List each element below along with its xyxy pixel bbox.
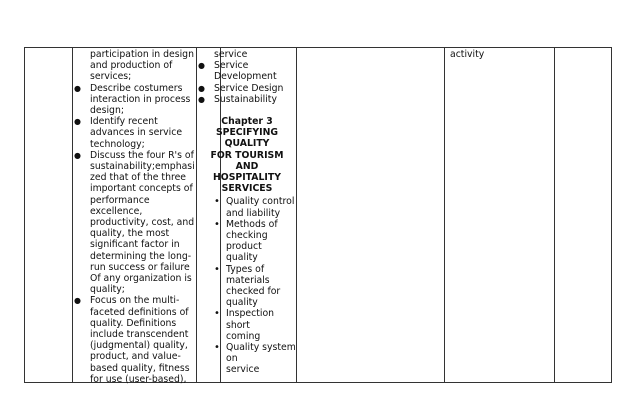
text-line: ● Identify recent <box>90 116 158 128</box>
text-line: faceted definitions of <box>90 306 189 318</box>
text-line: run success or failure <box>90 261 190 273</box>
text-line: • Types of <box>226 263 265 275</box>
list-item <box>212 308 296 342</box>
text-line: important concepts of <box>90 183 193 195</box>
text-line: FOR TOURISM AND <box>210 149 284 172</box>
text-line: quality. Definitions <box>90 317 177 329</box>
text-line: ● Sustainability <box>214 93 277 105</box>
text-line: technology; <box>90 138 145 150</box>
text-line: and liability <box>226 207 281 219</box>
text-line: ● Describe costumers <box>90 82 183 94</box>
text-line: checked for <box>226 286 281 298</box>
text-line: advances in service <box>90 127 183 139</box>
column-border <box>296 47 297 383</box>
text-line: • Quality system on <box>226 342 296 365</box>
text-line: HOSPITALITY SERVICES <box>213 172 281 195</box>
text-line: productivity, cost, and <box>90 217 195 229</box>
topics-list <box>198 60 296 105</box>
column-border <box>554 47 555 383</box>
text-line: Development <box>214 71 277 83</box>
table-top-border <box>24 47 612 48</box>
text-line: (judgmental) quality, <box>90 340 188 352</box>
text-line: • Inspection short <box>226 308 275 331</box>
content-cell <box>198 49 296 376</box>
text-line: checking product <box>226 230 268 253</box>
text-line: Of any organization is <box>90 273 192 285</box>
list-item <box>212 342 296 376</box>
lead-text: service <box>214 49 248 60</box>
objectives-cell <box>74 49 196 385</box>
column-border <box>444 47 445 383</box>
list-item <box>212 264 296 309</box>
text-line: participation in design <box>90 49 194 60</box>
text-line: ● Focus on the multi- <box>90 295 180 307</box>
text-line: interaction in process <box>90 93 191 105</box>
text-line: quality; <box>90 284 125 296</box>
list-item <box>198 60 296 82</box>
text-line: excellence, <box>90 205 143 217</box>
text-line: coming <box>226 330 261 342</box>
lead-text <box>74 49 196 83</box>
text-line: design; <box>90 105 124 117</box>
text-line: determining the long- <box>90 250 192 262</box>
column-border <box>72 47 73 383</box>
text-line: service <box>226 364 260 376</box>
text-line: quality <box>226 252 258 264</box>
activity-cell <box>450 49 550 60</box>
text-line: and production of <box>90 60 173 72</box>
text-line: SPECIFYING QUALITY <box>215 127 279 150</box>
text-line: based quality, fitness <box>90 362 190 374</box>
text-line: performance <box>90 194 150 206</box>
column-border <box>24 47 25 383</box>
list-item <box>198 94 296 105</box>
text-line: Chapter 3 <box>221 116 273 128</box>
text-line: significant factor in <box>90 239 180 251</box>
text-line: ● Service Design <box>214 82 284 94</box>
text-line: product, and value- <box>90 351 181 363</box>
text-line: services; <box>90 71 132 83</box>
objectives-list <box>74 83 196 385</box>
text-line: ● Discuss the four R's of <box>90 149 194 161</box>
list-item <box>74 116 196 150</box>
list-item <box>74 295 196 385</box>
text-line: materials <box>226 274 270 286</box>
list-item <box>212 196 296 218</box>
text-line: include transcendent <box>90 329 189 341</box>
text-line: • Quality control <box>226 196 295 208</box>
list-item <box>212 219 296 264</box>
text-line: quality, the most <box>90 228 170 240</box>
chapter-topics-list <box>212 196 296 375</box>
text-line: • Methods of <box>226 218 278 230</box>
text-line: activity <box>450 49 485 60</box>
text-line: sustainability;emphasi <box>90 161 195 173</box>
text-line: for use (user-based), <box>90 373 187 385</box>
text-line: zed that of the three <box>90 172 187 184</box>
list-item <box>74 150 196 296</box>
text-line: ● Service <box>214 60 249 72</box>
column-border <box>196 47 197 383</box>
list-item <box>74 83 196 117</box>
table <box>24 47 612 383</box>
chapter-title <box>198 116 296 194</box>
text-line: quality <box>226 297 258 309</box>
column-border <box>611 47 612 383</box>
list-item <box>198 83 296 94</box>
